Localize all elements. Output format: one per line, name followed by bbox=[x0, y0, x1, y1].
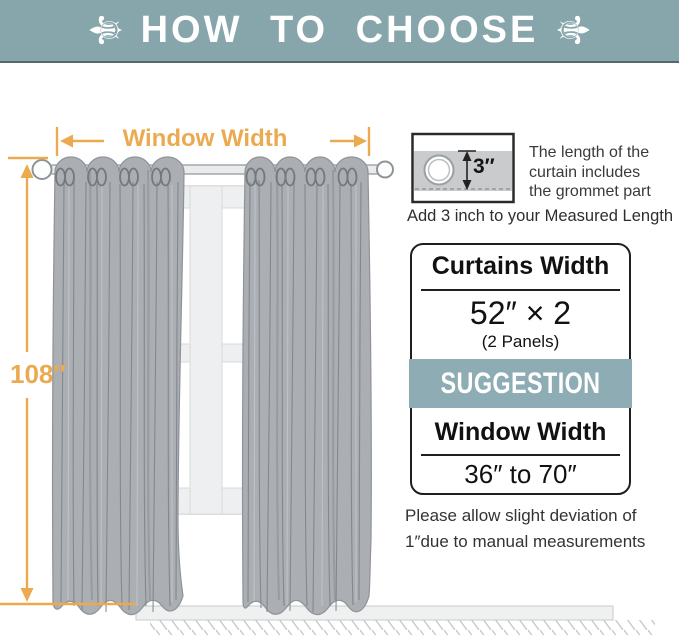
floor bbox=[136, 606, 655, 635]
window-width-label: Window Width bbox=[122, 125, 288, 152]
suggestion-box bbox=[410, 243, 631, 495]
floor-strip bbox=[136, 606, 613, 620]
rod-finial-left bbox=[33, 160, 52, 179]
suggestion-band-label: SUGGESTION bbox=[440, 366, 601, 400]
page-title: HOW TO CHOOSE bbox=[140, 9, 539, 51]
grommet-diagram bbox=[413, 134, 514, 202]
curtains-width-value: 52″ × 2 bbox=[469, 295, 572, 331]
grommet-note-line: curtain includes bbox=[529, 163, 641, 181]
arrow-right-icon bbox=[354, 135, 367, 148]
fleur-de-lis-icon: ⚜ bbox=[82, 10, 132, 50]
header-banner bbox=[0, 0, 679, 63]
fleur-de-lis-icon: ⚜ bbox=[547, 10, 597, 50]
floor-hatching bbox=[150, 620, 655, 635]
curtains-width-heading: Curtains Width bbox=[431, 252, 610, 280]
grommet-note bbox=[529, 143, 651, 202]
panels-note: (2 Panels) bbox=[481, 332, 560, 351]
footnote-line: 1″due to manual measurements bbox=[405, 532, 646, 551]
curtain-panel-left bbox=[53, 157, 184, 615]
rod-finial-right bbox=[377, 162, 393, 178]
arrow-left-icon bbox=[60, 135, 73, 148]
footnote-line: Please allow slight deviation of bbox=[405, 506, 637, 525]
grommet-height-label: 3″ bbox=[473, 155, 495, 178]
grommet-note-line: The length of the bbox=[529, 144, 650, 161]
suggestion-band bbox=[409, 359, 632, 408]
grommet-note-line: the grommet part bbox=[529, 183, 651, 200]
window-width-heading: Window Width bbox=[434, 418, 607, 446]
add-length-note: Add 3 inch to your Measured Length bbox=[407, 207, 674, 225]
deviation-footnote bbox=[405, 503, 645, 555]
window-width-value: 36″ to 70″ bbox=[464, 459, 577, 489]
curtain-panel-right bbox=[243, 157, 372, 615]
divider bbox=[421, 454, 620, 456]
curtain-length-label: 108″ bbox=[10, 359, 66, 389]
arrow-down-icon bbox=[21, 588, 34, 602]
divider bbox=[421, 289, 620, 291]
arrow-up-icon bbox=[21, 164, 34, 178]
